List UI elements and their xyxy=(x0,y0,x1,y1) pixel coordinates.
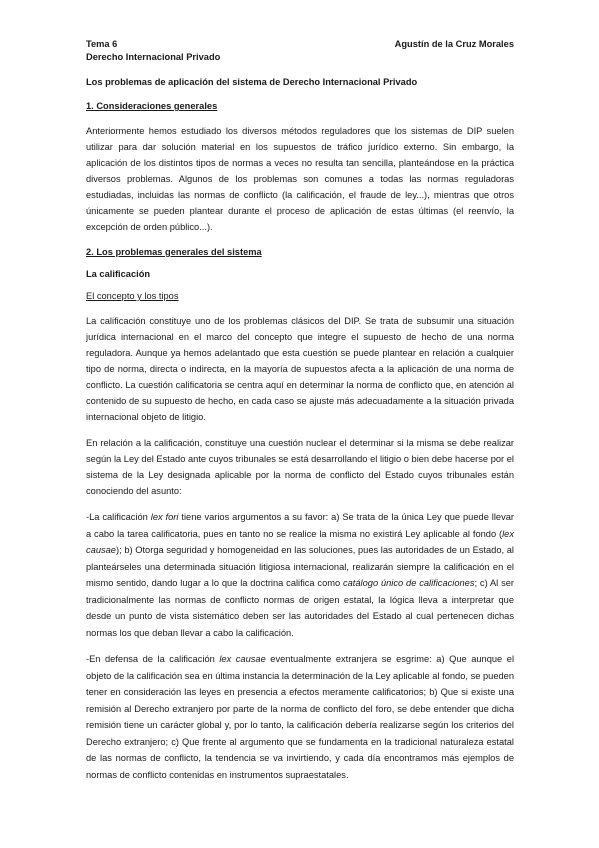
calificacion-paragraph-1: La calificación constituye uno de los problemas clásicos del DIP. Se trata de subsumir una situación jurídica internacional en el marco del concepto que integre el supuesto de hecho de una norma reguladora. Aunque ya hemos adelantado que esta cuestión se puede plantear en relación a cualquier tipo de norma, directa o indirecta, en la mayoría de supuestos afecta a la aplicación de una norma de conflicto. La cuestión calificatoria se centra aquí en determinar la norma de conflicto que, en atención al contenido de su supuesto de hecho, en cada caso se ajuste más adecuadamente a la situación privada internacional objeto de litigio. xyxy=(86,316,514,422)
catalogo-term: catálogo único de calificaciones xyxy=(342,578,475,588)
lex-fori-paragraph xyxy=(86,509,514,641)
calificacion-paragraph-2: En relación a la calificación, constituye una cuestión nuclear el determinar si la misma se debe realizar según la Ley del Estado ante cuyos tribunales se está desarrollando el litigio o bien debe hacerse por el sistema de la Ley designada aplicable por la norma de conflicto del Estado cuyos tribunales están conociendo del asunto: xyxy=(86,438,514,496)
lex-fori-text-b: tiene varios argumentos a su favor: a) Se trata de la única Ley que puede llevar a cabo la tarea calificatoria, pues en tanto no se realice la misma no existirá Ley aplicable al fondo ( xyxy=(86,512,514,539)
subject-label: Derecho Internacional Privado xyxy=(86,52,221,62)
subsubsection-heading: El concepto y los tipos xyxy=(86,291,179,301)
lex-causae-text-b: eventualmente extranjera se esgrime: a) Que aunque el objeto de la calificación sea en última instancia la determinación de la Ley aplicable al fondo, se pueden tener en consideración las leyes en presencia a efectos meramente calificatorios; b) Que si existe una remisión al Derecho extranjero por parte de la norma de conflicto del foro, se debe entender que dicha remisión tiene un carácter global y, por lo tanto, la calificación debería realizarse según los criterios del Derecho extranjero; c) Que frente al argumento que se fundamenta en la tradicional naturaleza estatal de las normas de conflicto, la tendencia se va invirtiendo, y cada día encontramos más ejemplos de normas de conflicto contenidas en instrumentos supraestatales. xyxy=(86,654,515,780)
lex-fori-text-c: ); b) Otorga seguridad y homogeneidad en las soluciones, pues las autoridades de un Estado, al planteárseles una determinada situación litigiosa internacional, realizarán siempre la calificación en el mismo sentido, dando lugar a lo que la doctrina califica como xyxy=(86,545,514,588)
lex-fori-text-d: ; c) Al ser tradicionalmente las normas de conflicto normas de origen estatal, la lógica lleva a interpretar que desde un punto de vista sistemático deben ser las autoridades del Estado al cual pertenecen dichas normas los que deban llevar a cabo la calificación. xyxy=(86,578,514,638)
lex-causae-term-2: lex causae xyxy=(219,654,266,664)
lex-fori-text-a: -La calificación xyxy=(86,512,151,522)
section-1-paragraph: Anteriormente hemos estudiado los diversos métodos reguladores que los sistemas de DIP suelen utilizar para dar solución material en los supuestos de tráfico jurídico externo. Sin embargo, la aplicación de los distintos tipos de normas a veces no resulta tan sencilla, planteándose en la práctica diversos problemas. Algunos de los problemas son comunes a todas las normas reguladoras estudiadas, incluidas las normas de conflicto (la calificación, el fraude de ley...), mientras que otros únicamente se pueden plantear durante el proceso de aplicación de estas últimas (el reenvío, la excepción de orden público...). xyxy=(86,126,514,232)
section-2-heading: 2. Los problemas generales del sistema xyxy=(86,247,262,257)
subsection-heading: La calificación xyxy=(86,269,151,279)
document-title: Los problemas de aplicación del sistema de Derecho Internacional Privado xyxy=(86,77,418,87)
lex-causae-term: lex causae xyxy=(86,528,514,555)
header-left xyxy=(86,38,220,64)
lex-fori-term: lex fori xyxy=(150,512,179,522)
topic-label: Tema 6 xyxy=(86,39,118,49)
lex-causae-paragraph xyxy=(86,651,514,783)
author-label: Agustín de la Cruz Morales xyxy=(394,39,514,49)
page-header xyxy=(86,38,514,64)
section-1-heading: 1. Consideraciones generales xyxy=(86,101,218,111)
lex-causae-text-a: -En defensa de la calificación xyxy=(86,654,220,664)
